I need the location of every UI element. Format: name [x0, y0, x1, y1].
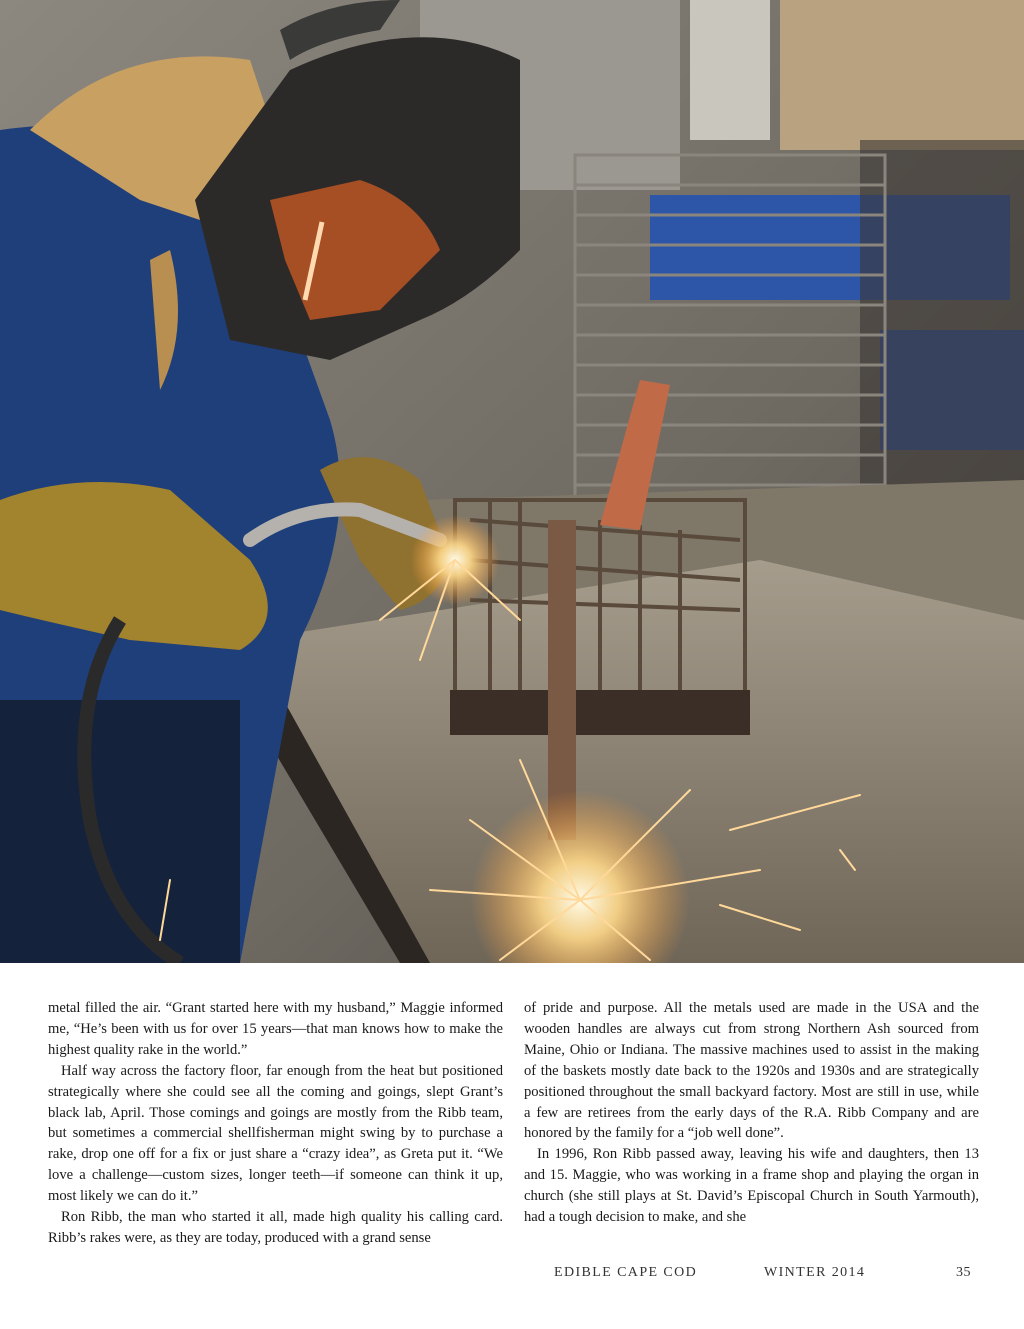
article-body [48, 998, 979, 1248]
paragraph: of pride and purpose. All the metals used are made in the USA and the wooden handles are always cut from strong Northern Ash sourced from Maine, Ohio or Indiana. The massive machines used to assist in the making of the baskets mostly date back to the 1920s and 1930s and are strategically positioned throughout the small backyard factory. Most are still in use, while a few are retirees from the early days of the R.A. Ribb Company and are honored by the family for a “job well done”. [524, 1000, 979, 1142]
publication-name: EDIBLE CAPE COD [554, 1265, 698, 1280]
paragraph: In 1996, Ron Ribb passed away, leaving his wife and daughters, then 13 and 15. Maggie, who was working in a frame shop and playing the organ in church (she still plays at St. David’s Episcopal Church in South Yarmouth), had a tough decision to make, and she [524, 1146, 979, 1226]
paragraph: metal filled the air. “Grant started here with my husband,” Maggie informed me, “He’s been with us for over 15 years—that man knows how to make the highest quality rake in the world.” [48, 1000, 503, 1058]
issue-label: WINTER 2014 [764, 1265, 866, 1280]
paragraph: Half way across the factory floor, far enough from the heat but positioned strategically where she could see all the coming and goings, slept Grant’s black lab, April. Those comings and goings are mostly from the Ribb team, but sometimes a commercial shellfisherman might swing by to purchase a rake, drop one off for a fix or just share a “crazy idea”, as Greta put it. “We love a challenge—custom sizes, longer teeth—if someone can think it up, most likely we can do it.” [48, 1062, 503, 1205]
page-footer [0, 1265, 1024, 1287]
article-column-left [48, 998, 503, 1248]
page-number: 35 [956, 1265, 971, 1280]
paragraph: Ron Ribb, the man who started it all, made high quality his calling card. Ribb’s rakes were, as they are today, produced with a grand sense [48, 1209, 503, 1246]
article-column-right [524, 998, 979, 1248]
